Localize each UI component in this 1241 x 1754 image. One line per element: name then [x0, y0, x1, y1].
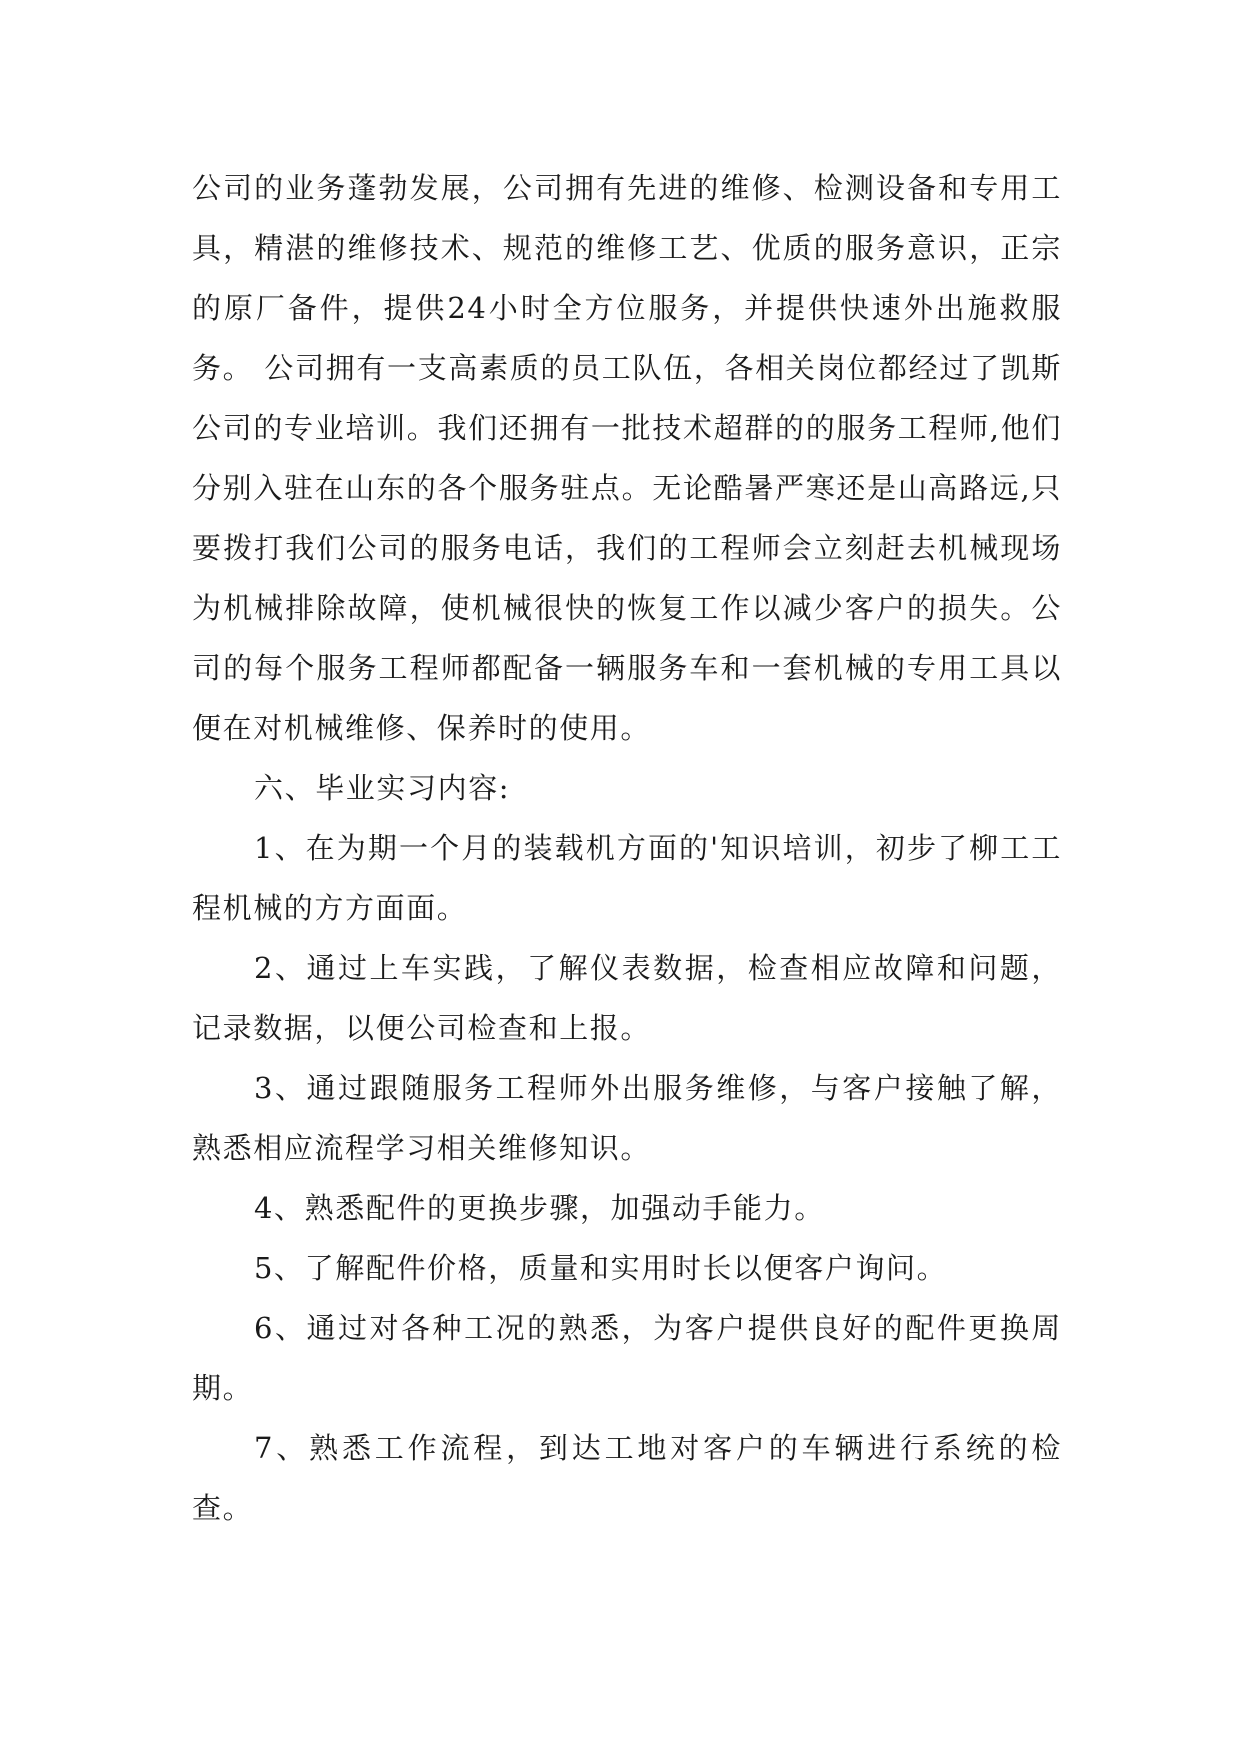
list-item-7: 7、熟悉工作流程，到达工地对客户的车辆进行系统的检查。 [192, 1431, 1062, 1525]
document-body [192, 158, 1062, 1538]
list-item-2: 2、通过上车实践，了解仪表数据，检查相应故障和问题，记录数据，以便公司检查和上报。 [192, 951, 1062, 1045]
list-item-5: 5、了解配件价格，质量和实用时长以便客户询问。 [254, 1251, 948, 1285]
list-item-4: 4、熟悉配件的更换步骤，加强动手能力。 [254, 1191, 825, 1225]
list-item-3: 3、通过跟随服务工程师外出服务维修，与客户接触了解，熟悉相应流程学习相关维修知识。 [192, 1071, 1062, 1165]
paragraph-company-intro: 公司的业务蓬勃发展，公司拥有先进的维修、检测设备和专用工具，精湛的维修技术、规范的维修工艺、优质的服务意识，正宗的原厂备件，提供24小时全方位服务，并提供快速外出施救服务。 公司拥有一支高素质的员工队伍，各相关岗位都经过了凯斯公司的专业培训。我们还拥有一批技术超群的的服务工程师,他们分别入驻在山东的各个服务驻点。无论酷暑严寒还是山高路远,只要拨打我们公司的服务电话，我们的工程师会立刻赶去机械现场为机械排除故障，使机械很快的恢复工作以减少客户的损失。公司的每个服务工程师都配备一辆服务车和一套机械的专用工具以便在对机械维修、保养时的使用。 [192, 171, 1062, 745]
list-item-6: 6、通过对各种工况的熟悉，为客户提供良好的配件更换周期。 [192, 1311, 1062, 1405]
list-item-1: 1、在为期一个月的装载机方面的'知识培训，初步了柳工工程机械的方方面面。 [192, 831, 1062, 925]
section-heading-internship-content: 六、毕业实习内容: [254, 771, 511, 805]
